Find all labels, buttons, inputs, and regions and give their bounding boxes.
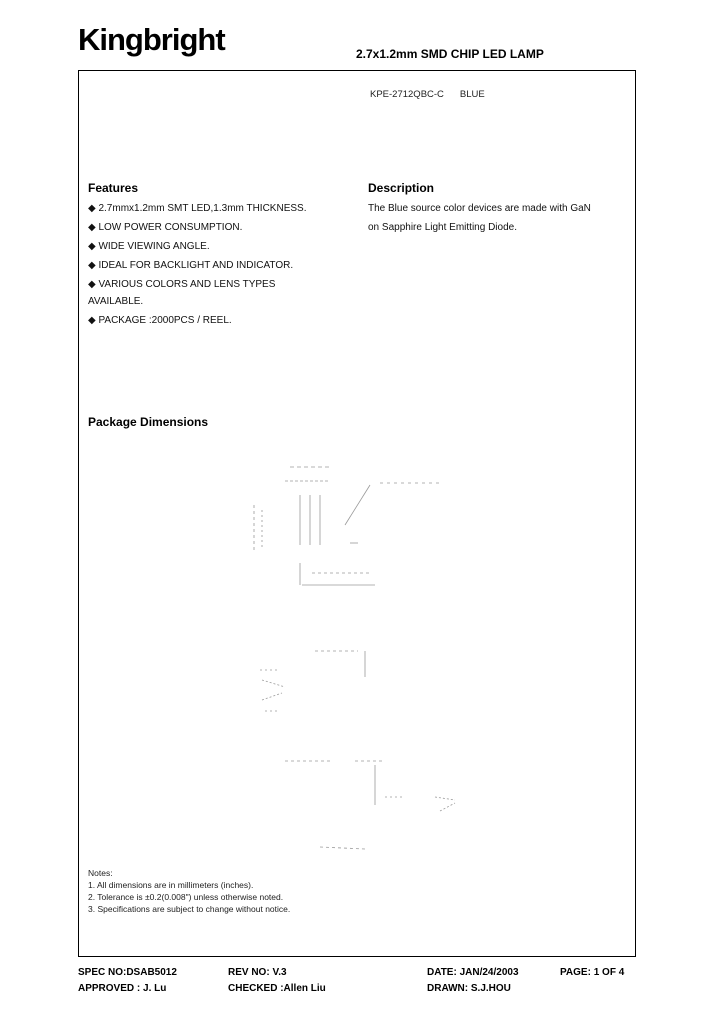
feature-item: ◆ PACKAGE :2000PCS / REEL. [88, 315, 232, 326]
description-line: The Blue source color devices are made with GaN [368, 203, 591, 214]
drawn-by: DRAWN: S.J.HOU [427, 983, 511, 994]
feature-item: ◆ 2.7mmx1.2mm SMT LED,1.3mm THICKNESS. [88, 203, 307, 214]
approved-by: APPROVED : J. Lu [78, 983, 167, 994]
document-date: DATE: JAN/24/2003 [427, 967, 519, 978]
page-indicator: PAGE: 1 OF 4 [560, 967, 625, 978]
document-title: 2.7x1.2mm SMD CHIP LED LAMP [356, 47, 544, 61]
note-item: 1. All dimensions are in millimeters (inches). [88, 880, 254, 890]
feature-item: AVAILABLE. [88, 296, 144, 307]
package-dimension-drawing [240, 455, 470, 855]
kingbright-logo: Kingbright [78, 22, 225, 57]
spec-number: SPEC NO:DSAB5012 [78, 967, 177, 978]
note-item: 3. Specifications are subject to change without notice. [88, 904, 291, 914]
feature-item: ◆ VARIOUS COLORS AND LENS TYPES [88, 279, 276, 290]
feature-item: ◆ WIDE VIEWING ANGLE. [88, 241, 210, 252]
features-heading: Features [88, 181, 139, 195]
feature-item: ◆ IDEAL FOR BACKLIGHT AND INDICATOR. [88, 260, 294, 271]
revision-number: REV NO: V.3 [228, 967, 287, 978]
part-number-line [370, 89, 485, 100]
description-heading: Description [368, 181, 435, 195]
checked-by: CHECKED :Allen Liu [228, 983, 326, 994]
description-line: on Sapphire Light Emitting Diode. [368, 222, 517, 233]
note-item: 2. Tolerance is ±0.2(0.008") unless otherwise noted. [88, 892, 284, 902]
part-color: BLUE [459, 89, 485, 100]
feature-item: ◆ LOW POWER CONSUMPTION. [88, 222, 243, 233]
part-number: KPE-2712QBC-C [370, 89, 444, 100]
package-dimensions-heading: Package Dimensions [88, 415, 209, 429]
notes-heading: Notes: [88, 868, 113, 878]
